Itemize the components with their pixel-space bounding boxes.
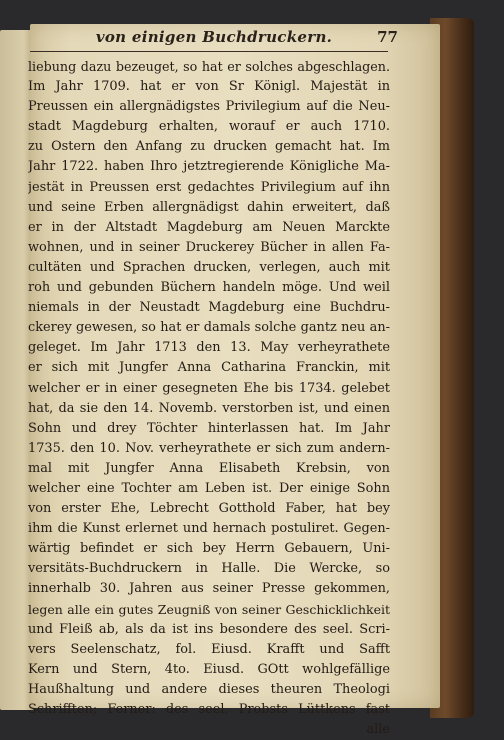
header-rule <box>30 51 388 52</box>
running-head: von einigen Buchdruckern. <box>95 28 333 46</box>
text-line: stadt Magdeburg erhalten, worauf er auch 1710. <box>28 119 390 135</box>
text-line: und Fleiß ab, als da ist ins besondere des seel. Scri- <box>28 621 390 637</box>
text-line: und seine Erben allergnädigst dahin erweitert, daß <box>28 199 390 215</box>
page-number: 77 <box>377 28 398 46</box>
text-line: cultäten und Sprachen drucken, verlegen, auch mit <box>28 259 390 275</box>
text-line: Preussen ein allergnädigstes Privilegium auf die Neu- <box>28 99 390 115</box>
text-line: liebung dazu bezeuget, so hat er solches abgeschlagen. <box>28 59 390 74</box>
text-line: er sich mit Jungfer Anna Catharina Franckin, mit <box>28 360 390 376</box>
text-line: Haußhaltung und andere dieses theuren Theologi <box>28 681 390 697</box>
text-line: Jahr 1722. haben Ihro jetztregierende Königliche Ma- <box>28 159 390 175</box>
text-line: Schrifften; Ferner: des seel. Probsts Lüttkens fast <box>28 702 390 717</box>
text-line: geleget. Im Jahr 1713 den 13. May verheyrathete <box>28 340 390 356</box>
text-line: welcher er in einer gesegneten Ehe bis 1734. gelebet <box>28 380 390 396</box>
text-line: ckerey gewesen, so hat er damals solche gantz neu an- <box>28 320 390 336</box>
text-line: vers Seelenschatz, fol. Eiusd. Krafft und Safft <box>28 641 390 657</box>
text-line: legen alle ein gutes Zeugniß von seiner Geschicklichkeit <box>28 601 390 617</box>
body-text <box>28 57 390 740</box>
text-line: mal mit Jungfer Anna Elisabeth Krebsin, von <box>28 460 390 476</box>
text-line: Kern und Stern, 4to. Eiusd. GOtt wohlgefällige <box>28 661 390 677</box>
text-line: Im Jahr 1709. hat er von Sr Königl. Majestät in <box>28 79 390 95</box>
text-line: von erster Ehe, Lebrecht Gotthold Faber, hat bey <box>28 501 390 517</box>
page-header <box>30 28 398 52</box>
text-line: wohnen, und in seiner Druckerey Bücher in allen Fa- <box>28 239 390 255</box>
text-line: Sohn und drey Töchter hinterlassen hat. Im Jahr <box>28 420 390 436</box>
text-line: innerhalb 30. Jahren aus seiner Presse gekommen, <box>28 581 390 597</box>
text-line: welcher eine Tochter am Leben ist. Der einige Sohn <box>28 480 390 496</box>
text-line: versitäts-Buchdruckern in Halle. Die Wercke, so <box>28 561 390 577</box>
text-line: alle <box>366 722 390 738</box>
text-line: wärtig befindet er sich bey Herrn Gebauern, Uni- <box>28 541 390 557</box>
text-line: hat, da sie den 14. Novemb. verstorben ist, und einen <box>28 400 390 416</box>
text-line: zu Ostern den Anfang zu drucken gemacht hat. Im <box>28 139 390 155</box>
text-line: roh und gebunden Büchern handeln möge. Und weil <box>28 280 390 296</box>
text-line: jestät in Preussen erst gedachtes Privilegium auf ihn <box>28 179 390 195</box>
text-line: 1735. den 10. Nov. verheyrathete er sich zum andern- <box>28 440 390 456</box>
text-line: ihm die Kunst erlernet und hernach postuliret. Gegen- <box>28 521 390 537</box>
text-line: er in der Altstadt Magdeburg am Neuen Marckte <box>28 219 390 235</box>
text-line: niemals in der Neustadt Magdeburg eine Buchdru- <box>28 300 390 316</box>
